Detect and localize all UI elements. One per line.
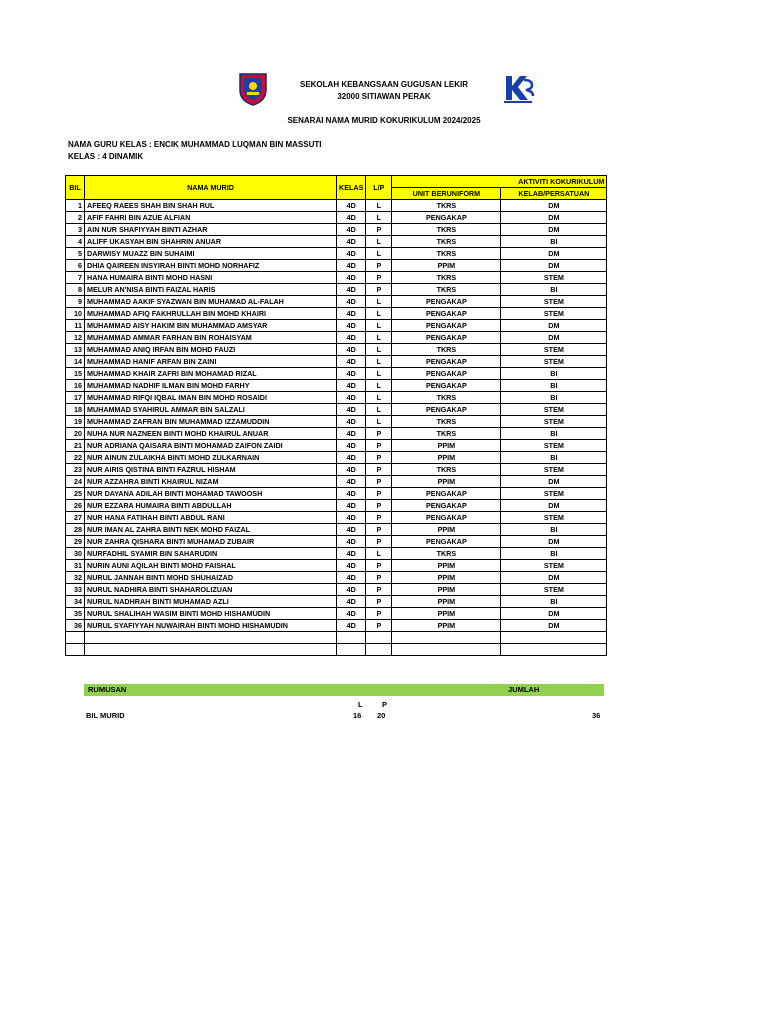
cell-lp: P (366, 488, 392, 500)
cell-bil: 13 (66, 344, 85, 356)
cell-kelas: 4D (337, 464, 366, 476)
cell-unit: TKRS (392, 464, 501, 476)
cell-club: STEM (501, 272, 607, 284)
cell-name: MUHAMMAD ZAFRAN BIN MUHAMMAD IZZAMUDDIN (85, 416, 337, 428)
cell-name: NUR DAYANA ADILAH BINTI MOHAMAD TAWOOSH (85, 488, 337, 500)
col-header-name: NAMA MURID (85, 176, 337, 200)
cell-bil: 21 (66, 440, 85, 452)
class-name: KELAS : 4 DINAMIK (68, 152, 144, 161)
cell-name: HANA HUMAIRA BINTI MOHD HASNI (85, 272, 337, 284)
cell-unit: PENGAKAP (392, 500, 501, 512)
summary-p-count: 20 (377, 711, 386, 720)
cell-lp: P (366, 596, 392, 608)
cell-unit: TKRS (392, 248, 501, 260)
cell-club: BI (501, 452, 607, 464)
cell-club: DM (501, 224, 607, 236)
empty-cell (85, 632, 337, 644)
cell-lp: P (366, 560, 392, 572)
cell-bil: 33 (66, 584, 85, 596)
cell-kelas: 4D (337, 272, 366, 284)
cell-name: MUHAMMAD HANIF ARFAN BIN ZAINI (85, 356, 337, 368)
cell-unit: PENGAKAP (392, 332, 501, 344)
table-row (66, 344, 607, 356)
cell-club: STEM (501, 404, 607, 416)
empty-row (66, 632, 607, 644)
cell-club: STEM (501, 440, 607, 452)
cell-lp: P (366, 272, 392, 284)
table-row (66, 212, 607, 224)
cell-bil: 26 (66, 500, 85, 512)
cell-club: STEM (501, 308, 607, 320)
cell-kelas: 4D (337, 260, 366, 272)
cell-name: ALIFF UKASYAH BIN SHAHRIN ANUAR (85, 236, 337, 248)
cell-unit: PPIM (392, 584, 501, 596)
cell-unit: TKRS (392, 392, 501, 404)
table-row (66, 428, 607, 440)
col-header-activity: AKTIVITI KOKURIKULUM (392, 176, 607, 188)
cell-lp: P (366, 536, 392, 548)
cell-lp: L (366, 248, 392, 260)
cell-name: AFEEQ RAEES SHAH BIN SHAH RUL (85, 200, 337, 212)
cell-club: STEM (501, 512, 607, 524)
table-row (66, 440, 607, 452)
cell-name: MUHAMMAD KHAIR ZAFRI BIN MOHAMAD RIZAL (85, 368, 337, 380)
table-row (66, 368, 607, 380)
cell-name: MUHAMMAD AFIQ FAKHRULLAH BIN MOHD KHAIRI (85, 308, 337, 320)
cell-unit: PPIM (392, 524, 501, 536)
empty-cell (366, 644, 392, 656)
cell-kelas: 4D (337, 428, 366, 440)
cell-unit: PPIM (392, 440, 501, 452)
cell-unit: PPIM (392, 476, 501, 488)
cell-bil: 32 (66, 572, 85, 584)
cell-club: STEM (501, 584, 607, 596)
table-row (66, 416, 607, 428)
cell-club: DM (501, 260, 607, 272)
cell-unit: PPIM (392, 452, 501, 464)
cell-lp: P (366, 512, 392, 524)
empty-cell (337, 632, 366, 644)
cell-lp: P (366, 620, 392, 632)
cell-club: BI (501, 380, 607, 392)
cell-kelas: 4D (337, 344, 366, 356)
cell-lp: L (366, 200, 392, 212)
cell-lp: L (366, 212, 392, 224)
cell-kelas: 4D (337, 416, 366, 428)
cell-club: BI (501, 368, 607, 380)
cell-lp: L (366, 356, 392, 368)
cell-bil: 29 (66, 536, 85, 548)
cell-bil: 16 (66, 380, 85, 392)
cell-kelas: 4D (337, 572, 366, 584)
student-table (65, 175, 607, 656)
cell-bil: 14 (66, 356, 85, 368)
empty-cell (392, 632, 501, 644)
cell-bil: 18 (66, 404, 85, 416)
cell-bil: 34 (66, 596, 85, 608)
cell-bil: 31 (66, 560, 85, 572)
table-row (66, 308, 607, 320)
col-header-unit: UNIT BERUNIFORM (392, 188, 501, 200)
cell-club: STEM (501, 296, 607, 308)
cell-name: NURIN AUNI AQILAH BINTI MOHD FAISHAL (85, 560, 337, 572)
table-row (66, 392, 607, 404)
cell-kelas: 4D (337, 368, 366, 380)
summary-bar (84, 684, 604, 696)
summary-title: RUMUSAN (88, 685, 127, 694)
cell-bil: 36 (66, 620, 85, 632)
cell-club: STEM (501, 344, 607, 356)
table-row (66, 452, 607, 464)
cell-bil: 35 (66, 608, 85, 620)
cell-name: NURUL NADHIRA BINTI SHAHAROLIZUAN (85, 584, 337, 596)
cell-name: NUR ADRIANA QAISARA BINTI MOHAMAD ZAIFON ZAIDI (85, 440, 337, 452)
table-row (66, 596, 607, 608)
cell-name: DARWISY MUAZZ BIN SUHAIMI (85, 248, 337, 260)
cell-kelas: 4D (337, 392, 366, 404)
cell-kelas: 4D (337, 236, 366, 248)
cell-kelas: 4D (337, 332, 366, 344)
cell-lp: P (366, 284, 392, 296)
cell-club: DM (501, 500, 607, 512)
cell-name: MUHAMMAD AISY HAKIM BIN MUHAMMAD AMSYAR (85, 320, 337, 332)
cell-unit: PENGAKAP (392, 320, 501, 332)
cell-club: STEM (501, 488, 607, 500)
cell-bil: 22 (66, 452, 85, 464)
cell-name: NUR HANA FATIHAH BINTI ABDUL RANI (85, 512, 337, 524)
cell-kelas: 4D (337, 224, 366, 236)
table-row (66, 320, 607, 332)
summary-p-label: P (382, 700, 388, 709)
cell-kelas: 4D (337, 380, 366, 392)
cell-bil: 5 (66, 248, 85, 260)
table-row (66, 620, 607, 632)
cell-club: BI (501, 524, 607, 536)
cell-bil: 24 (66, 476, 85, 488)
cell-name: NUR EZZARA HUMAIRA BINTI ABDULLAH (85, 500, 337, 512)
cell-name: NURFADHIL SYAMIR BIN SAHARUDIN (85, 548, 337, 560)
cell-unit: TKRS (392, 200, 501, 212)
empty-cell (85, 644, 337, 656)
cell-name: NUR ZAHRA QISHARA BINTI MUHAMAD ZUBAIR (85, 536, 337, 548)
cell-unit: PENGAKAP (392, 308, 501, 320)
cell-kelas: 4D (337, 524, 366, 536)
cell-kelas: 4D (337, 296, 366, 308)
cell-unit: PENGAKAP (392, 356, 501, 368)
cell-unit: PPIM (392, 572, 501, 584)
cell-bil: 20 (66, 428, 85, 440)
cell-name: NUR IMAN AL ZAHRA BINTI NEK MOHD FAIZAL (85, 524, 337, 536)
cell-bil: 7 (66, 272, 85, 284)
cell-bil: 11 (66, 320, 85, 332)
table-row (66, 548, 607, 560)
cell-kelas: 4D (337, 620, 366, 632)
cell-bil: 15 (66, 368, 85, 380)
cell-unit: TKRS (392, 272, 501, 284)
cell-name: MELUR AN'NISA BINTI FAIZAL HARIS (85, 284, 337, 296)
table-row (66, 524, 607, 536)
empty-cell (66, 644, 85, 656)
cell-club: DM (501, 200, 607, 212)
cell-unit: PPIM (392, 608, 501, 620)
table-row (66, 512, 607, 524)
cell-kelas: 4D (337, 356, 366, 368)
cell-bil: 17 (66, 392, 85, 404)
cell-bil: 28 (66, 524, 85, 536)
cell-name: AIN NUR SHAFIYYAH BINTI AZHAR (85, 224, 337, 236)
cell-name: NUHA NUR NAZNEEN BINTI MOHD KHAIRUL ANUAR (85, 428, 337, 440)
table-row (66, 380, 607, 392)
cell-lp: P (366, 476, 392, 488)
cell-bil: 27 (66, 512, 85, 524)
cell-kelas: 4D (337, 488, 366, 500)
cell-club: DM (501, 608, 607, 620)
cell-lp: P (366, 440, 392, 452)
cell-name: NURUL SHALIHAH WASIM BINTI MOHD HISHAMUDIN (85, 608, 337, 620)
cell-bil: 1 (66, 200, 85, 212)
cell-lp: P (366, 260, 392, 272)
list-title: SENARAI NAMA MURID KOKURIKULUM 2024/2025 (287, 116, 481, 125)
cell-kelas: 4D (337, 500, 366, 512)
table-row (66, 248, 607, 260)
cell-name: MUHAMMAD AMMAR FARHAN BIN ROHAISYAM (85, 332, 337, 344)
cell-lp: L (366, 296, 392, 308)
cell-lp: P (366, 608, 392, 620)
school-name: SEKOLAH KEBANGSAAN GUGUSAN LEKIR (299, 80, 468, 89)
cell-club: STEM (501, 416, 607, 428)
cell-name: NUR AINUN ZULAIKHA BINTI MOHD ZULKARNAIN (85, 452, 337, 464)
cell-lp: L (366, 236, 392, 248)
table-row (66, 332, 607, 344)
table-row (66, 572, 607, 584)
cell-lp: P (366, 524, 392, 536)
cell-lp: L (366, 308, 392, 320)
cell-unit: PENGAKAP (392, 536, 501, 548)
empty-cell (337, 644, 366, 656)
cell-club: BI (501, 596, 607, 608)
empty-cell (501, 632, 607, 644)
table-row (66, 584, 607, 596)
cell-name: NURUL SYAFIYYAH NUWAIRAH BINTI MOHD HISHAMUDIN (85, 620, 337, 632)
cell-name: MUHAMMAD NADHIF ILMAN BIN MOHD FARHY (85, 380, 337, 392)
cell-club: STEM (501, 356, 607, 368)
table-row (66, 284, 607, 296)
cell-unit: PENGAKAP (392, 368, 501, 380)
cell-lp: P (366, 224, 392, 236)
cell-bil: 9 (66, 296, 85, 308)
cell-lp: L (366, 392, 392, 404)
col-header-bil: BIL (66, 176, 85, 200)
cell-club: BI (501, 284, 607, 296)
cell-name: AFIF FAHRI BIN AZUE ALFIAN (85, 212, 337, 224)
teacher-name: NAMA GURU KELAS : ENCIK MUHAMMAD LUQMAN BIN MASSUTI (68, 140, 322, 149)
cell-bil: 25 (66, 488, 85, 500)
cell-kelas: 4D (337, 248, 366, 260)
cell-lp: L (366, 320, 392, 332)
summary-total: 36 (592, 711, 601, 720)
cell-unit: PPIM (392, 596, 501, 608)
cell-lp: L (366, 548, 392, 560)
table-row (66, 224, 607, 236)
cell-club: STEM (501, 464, 607, 476)
col-header-club: KELAB/PERSATUAN (501, 188, 607, 200)
cell-unit: PENGAKAP (392, 488, 501, 500)
cell-name: NUR AZZAHRA BINTI KHAIRUL NIZAM (85, 476, 337, 488)
cell-unit: TKRS (392, 416, 501, 428)
cell-kelas: 4D (337, 308, 366, 320)
cell-lp: L (366, 404, 392, 416)
table-row (66, 296, 607, 308)
table-row (66, 476, 607, 488)
cell-unit: TKRS (392, 428, 501, 440)
cell-unit: PPIM (392, 620, 501, 632)
cell-lp: L (366, 344, 392, 356)
table-row (66, 464, 607, 476)
table-row (66, 236, 607, 248)
cell-unit: PENGAKAP (392, 296, 501, 308)
cell-lp: P (366, 464, 392, 476)
school-address: 32000 SITIAWAN PERAK (337, 92, 431, 101)
cell-kelas: 4D (337, 608, 366, 620)
table-row (66, 536, 607, 548)
cell-kelas: 4D (337, 560, 366, 572)
cell-name: MUHAMMAD ANIQ IRFAN BIN MOHD FAUZI (85, 344, 337, 356)
empty-cell (392, 644, 501, 656)
cell-bil: 4 (66, 236, 85, 248)
cell-kelas: 4D (337, 440, 366, 452)
cell-bil: 3 (66, 224, 85, 236)
col-header-kelas: KELAS (337, 176, 366, 200)
cell-club: STEM (501, 560, 607, 572)
summary-l-label: L (358, 700, 363, 709)
empty-cell (366, 632, 392, 644)
cell-name: MUHAMMAD RIFQI IQBAL IMAN BIN MOHD ROSAIDI (85, 392, 337, 404)
table-row (66, 260, 607, 272)
cell-bil: 8 (66, 284, 85, 296)
cell-unit: PPIM (392, 560, 501, 572)
cell-club: DM (501, 320, 607, 332)
cell-club: DM (501, 572, 607, 584)
cell-unit: TKRS (392, 548, 501, 560)
cell-name: MUHAMMAD SYAHIRUL AMMAR BIN SALZALI (85, 404, 337, 416)
cell-unit: TKRS (392, 236, 501, 248)
empty-cell (501, 644, 607, 656)
cell-club: DM (501, 248, 607, 260)
cell-bil: 6 (66, 260, 85, 272)
cell-kelas: 4D (337, 476, 366, 488)
cell-unit: TKRS (392, 224, 501, 236)
cell-lp: P (366, 584, 392, 596)
cell-kelas: 4D (337, 548, 366, 560)
table-row (66, 560, 607, 572)
summary-l-count: 16 (353, 711, 362, 720)
empty-row (66, 644, 607, 656)
col-header-lp: L/P (366, 176, 392, 200)
cell-kelas: 4D (337, 584, 366, 596)
empty-cell (66, 632, 85, 644)
cell-kelas: 4D (337, 512, 366, 524)
cell-club: DM (501, 212, 607, 224)
cell-kelas: 4D (337, 320, 366, 332)
summary-total-label: JUMLAH (508, 685, 540, 694)
cell-bil: 2 (66, 212, 85, 224)
cell-name: NURUL JANNAH BINTI MOHD SHUHAIZAD (85, 572, 337, 584)
cell-kelas: 4D (337, 212, 366, 224)
cell-lp: L (366, 368, 392, 380)
cell-club: BI (501, 392, 607, 404)
cell-unit: TKRS (392, 284, 501, 296)
cell-lp: L (366, 332, 392, 344)
cell-kelas: 4D (337, 596, 366, 608)
cell-unit: PPIM (392, 260, 501, 272)
cell-bil: 23 (66, 464, 85, 476)
cell-club: BI (501, 548, 607, 560)
cell-kelas: 4D (337, 452, 366, 464)
cell-name: MUHAMMAD AAKIF SYAZWAN BIN MUHAMAD AL-FALAH (85, 296, 337, 308)
table-row (66, 488, 607, 500)
cell-lp: P (366, 452, 392, 464)
cell-kelas: 4D (337, 284, 366, 296)
table-row (66, 404, 607, 416)
cell-name: NURUL NADHRAH BINTI MUHAMAD AZLI (85, 596, 337, 608)
table-row (66, 608, 607, 620)
summary-row-label: BIL MURID (86, 711, 125, 720)
table-row (66, 500, 607, 512)
cell-unit: PENGAKAP (392, 512, 501, 524)
cell-bil: 10 (66, 308, 85, 320)
table-row (66, 272, 607, 284)
cell-name: DHIA QAIREEN INSYIRAH BINTI MOHD NORHAFIZ (85, 260, 337, 272)
cell-lp: L (366, 380, 392, 392)
cell-club: BI (501, 236, 607, 248)
cell-lp: L (366, 416, 392, 428)
cell-unit: PENGAKAP (392, 380, 501, 392)
table-row (66, 356, 607, 368)
cell-club: DM (501, 332, 607, 344)
cell-lp: P (366, 572, 392, 584)
cell-kelas: 4D (337, 404, 366, 416)
cell-club: DM (501, 620, 607, 632)
cell-bil: 30 (66, 548, 85, 560)
cell-kelas: 4D (337, 536, 366, 548)
cell-kelas: 4D (337, 200, 366, 212)
cell-lp: P (366, 500, 392, 512)
cell-unit: PENGAKAP (392, 404, 501, 416)
table-row (66, 200, 607, 212)
cell-club: DM (501, 536, 607, 548)
cell-lp: P (366, 428, 392, 440)
cell-bil: 12 (66, 332, 85, 344)
cell-bil: 19 (66, 416, 85, 428)
cell-name: NUR AIRIS QISTINA BINTI FAZRUL HISHAM (85, 464, 337, 476)
cell-unit: PENGAKAP (392, 212, 501, 224)
cell-club: DM (501, 476, 607, 488)
cell-unit: TKRS (392, 344, 501, 356)
cell-club: BI (501, 428, 607, 440)
